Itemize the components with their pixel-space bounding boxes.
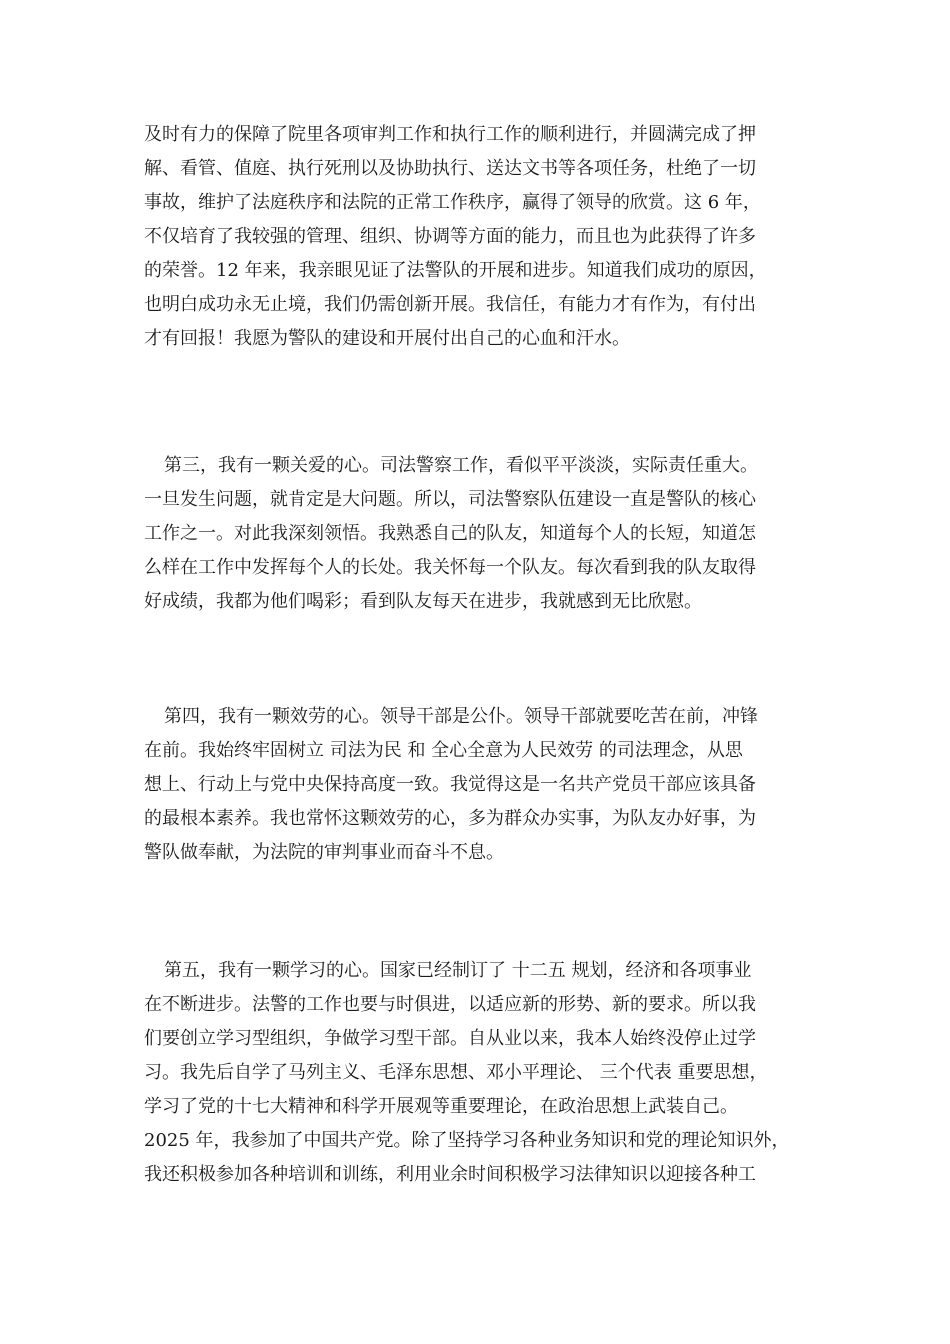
paragraph-continuation <box>144 118 812 356</box>
text-line: 也明白成功永无止境，我们仍需创新开展。我信任，有能力才有作为，有付出 <box>144 294 756 315</box>
text-line: 在不断进步。法警的工作也要与时俱进，以适应新的形势、新的要求。所以我 <box>144 994 756 1015</box>
text-line: 不仅培育了我较强的管理、组织、协调等方面的能力，而且也为此获得了许多 <box>144 226 756 247</box>
text-line: 好成绩，我都为他们喝彩；看到队友每天在进步，我就感到无比欣慰。 <box>144 591 702 612</box>
text-line: 警队做奉献，为法院的审判事业而奋斗不息。 <box>144 842 504 863</box>
text-line: 事故，维护了法庭秩序和法院的正常工作秩序，赢得了领导的欣赏。这 6 年， <box>144 192 761 213</box>
paragraph-fourth <box>144 700 812 870</box>
paragraph-fifth <box>144 954 812 1192</box>
text-line: 第四，我有一颗效劳的心。领导干部是公仆。领导干部就要吃苦在前，冲锋 <box>164 706 758 727</box>
text-line: 解、看管、值庭、执行死刑以及协助执行、送达文书等各项任务，杜绝了一切 <box>144 158 756 179</box>
paragraph-third <box>144 449 812 619</box>
text-line: 习。我先后自学了马列主义、毛泽东思想、邓小平理论、 三个代表 重要思想， <box>144 1062 768 1083</box>
text-line: 才有回报！我愿为警队的建设和开展付出自己的心血和汗水。 <box>144 328 630 349</box>
text-line: 想上、行动上与党中央保持高度一致。我觉得这是一名共产党员干部应该具备 <box>144 774 756 795</box>
text-line: 的最根本素养。我也常怀这颗效劳的心，多为群众办实事，为队友办好事，为 <box>144 808 756 829</box>
text-line: 工作之一。对此我深刻领悟。我熟悉自己的队友，知道每个人的长短，知道怎 <box>144 523 756 544</box>
text-line: 及时有力的保障了院里各项审判工作和执行工作的顺利进行，并圆满完成了押 <box>144 124 756 145</box>
text-line: 第三，我有一颗关爱的心。司法警察工作，看似平平淡淡，实际责任重大。 <box>164 455 758 476</box>
text-line: 第五，我有一颗学习的心。国家已经制订了 十二五 规划，经济和各项事业 <box>164 960 752 981</box>
text-line: 么样在工作中发挥每个人的长处。我关怀每一个队友。每次看到我的队友取得 <box>144 557 756 578</box>
text-line: 学习了党的十七大精神和科学开展观等重要理论，在政治思想上武装自己。 <box>144 1096 738 1117</box>
text-line: 我还积极参加各种培训和训练，利用业余时间积极学习法律知识以迎接各种工 <box>144 1164 756 1185</box>
text-line: 一旦发生问题，就肯定是大问题。所以，司法警察队伍建设一直是警队的核心 <box>144 489 756 510</box>
text-line: 的荣誉。12 年来，我亲眼见证了法警队的开展和进步。知道我们成功的原因， <box>144 260 767 281</box>
text-line: 们要创立学习型组织，争做学习型干部。自从业以来，我本人始终没停止过学 <box>144 1028 756 1049</box>
text-line: 在前。我始终牢固树立 司法为民 和 全心全意为人民效劳 的司法理念，从思 <box>144 740 743 761</box>
text-line: 2025 年，我参加了中国共产党。除了坚持学习各种业务知识和党的理论知识外， <box>144 1130 790 1151</box>
